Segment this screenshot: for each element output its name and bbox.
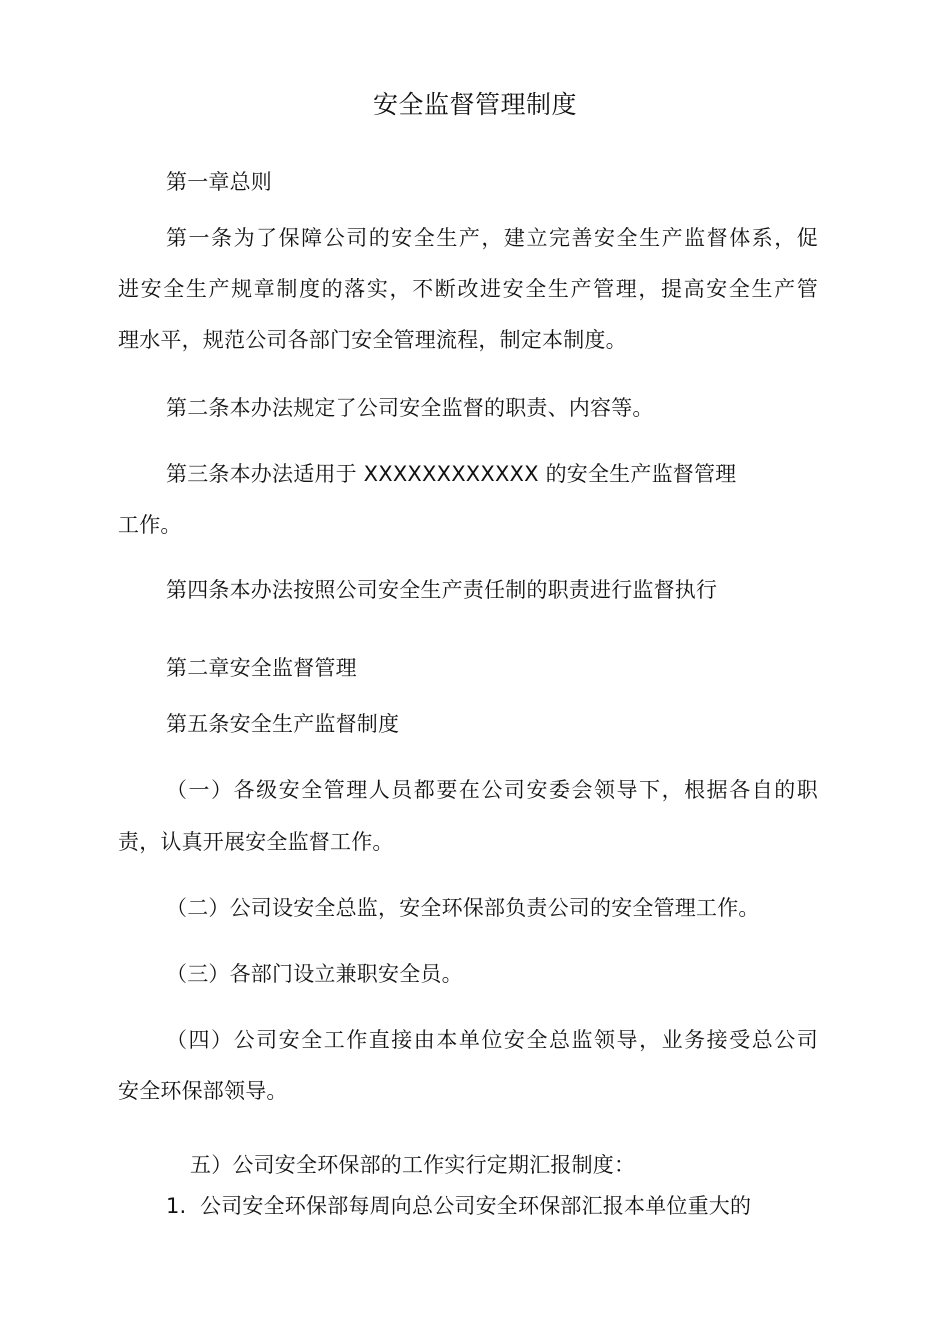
- article-5-item-1-line-2: 责，认真开展安全监督工作。: [118, 830, 394, 854]
- article-1-line-2: 进安全生产规章制度的落实，不断改进安全生产管理，提高安全生产管: [118, 277, 818, 301]
- article-5-item-3: （三）各部门设立兼职安全员。: [166, 962, 463, 986]
- article-5-heading: 第五条安全生产监督制度: [166, 712, 400, 736]
- sub-item-1-number: 1.: [166, 1194, 187, 1218]
- chapter-2-heading: 第二章安全监督管理: [166, 656, 357, 680]
- article-3-line-2: 工作。: [118, 513, 182, 537]
- article-2: 第二条本办法规定了公司安全监督的职责、内容等。: [166, 396, 654, 420]
- article-5-item-5-heading: 五）公司安全环保部的工作实行定期汇报制度：: [190, 1153, 636, 1177]
- article-5-item-1-line-1: （一）各级安全管理人员都要在公司安委会领导下，根据各自的职: [166, 778, 818, 802]
- article-3-line-1: 第三条本办法适用于 XXXXXXXXXXXX 的安全生产监督管理: [166, 462, 737, 486]
- article-1-line-3: 理水平，规范公司各部门安全管理流程，制定本制度。: [118, 328, 627, 352]
- article-5-item-2: （二）公司设安全总监，安全环保部负责公司的安全管理工作。: [166, 896, 760, 920]
- article-5-item-4-line-1: （四）公司安全工作直接由本单位安全总监领导，业务接受总公司: [166, 1028, 818, 1052]
- document-title: 安全监督管理制度: [372, 90, 577, 119]
- article-1-line-1: 第一条为了保障公司的安全生产，建立完善安全生产监督体系，促: [166, 226, 818, 250]
- article-4: 第四条本办法按照公司安全生产责任制的职责进行监督执行: [166, 578, 718, 602]
- sub-item-1-text: 公司安全环保部每周向总公司安全环保部汇报本单位重大的: [200, 1194, 752, 1218]
- article-5-item-4-line-2: 安全环保部领导。: [118, 1079, 288, 1103]
- chapter-1-heading: 第一章总则: [166, 170, 272, 194]
